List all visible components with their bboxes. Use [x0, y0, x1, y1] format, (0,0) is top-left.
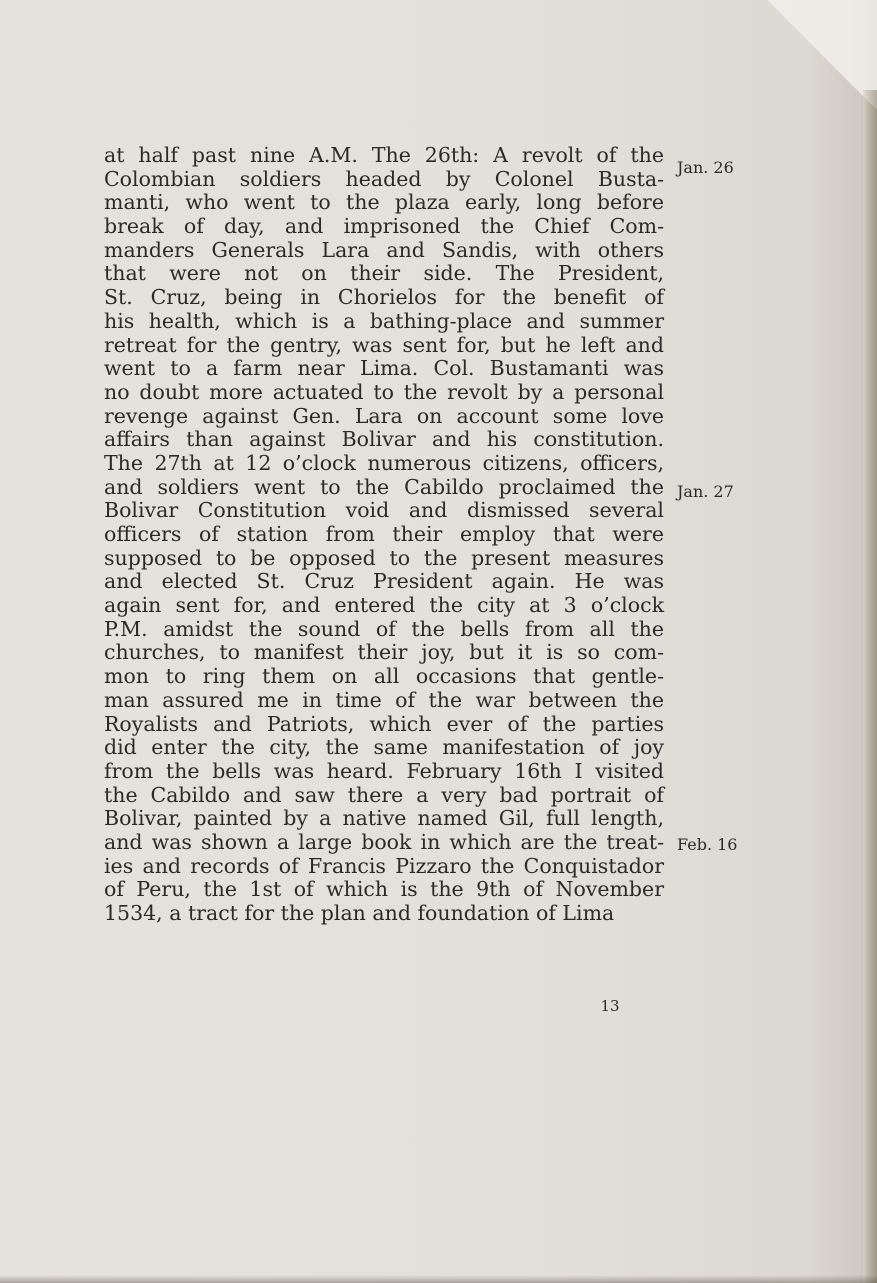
margin-date-note: Jan. 27 — [677, 482, 734, 501]
text-line: and was shown a large book in which are the treat- — [104, 829, 664, 854]
text-line: at half past nine A.M. The 26th: A revolt of the — [104, 143, 664, 167]
text-line: revenge against Gen. Lara on account some love — [104, 403, 664, 428]
text-line: his health, which is a bathing-place and summer — [104, 308, 664, 333]
text-line: affairs than against Bolivar and his constitution. — [104, 427, 664, 452]
text-line: The 27th at 12 o’clock numerous citizens, officers, — [104, 450, 664, 475]
text-line: and soldiers went to the Cabildo proclaimed the — [104, 474, 664, 499]
page-corner-fold — [767, 0, 877, 110]
page-bottom-edge — [0, 1275, 877, 1283]
text-line: officers of station from their employ that were — [104, 522, 664, 546]
text-line: went to a farm near Lima. Col. Bustamanti was — [104, 356, 664, 381]
text-line: that were not on their side. The President, — [104, 261, 664, 286]
text-line: mon to ring them on all occasions that gentle- — [104, 664, 664, 689]
text-line: Colombian soldiers headed by Colonel Busta- — [104, 166, 664, 191]
text-line: P.M. amidst the sound of the bells from all the — [104, 616, 664, 641]
text-line: ies and records of Francis Pizzaro the Conquistador — [104, 853, 664, 878]
text-line: did enter the city, the same manifestation of joy — [104, 735, 664, 760]
body-text — [104, 144, 664, 926]
text-line: 1534, a tract for the plan and foundation of Lima — [104, 901, 615, 925]
text-line: Royalists and Patriots, which ever of the parties — [104, 711, 664, 736]
text-line: Bolivar Constitution void and dismissed several — [104, 498, 664, 523]
margin-date-note: Jan. 26 — [677, 158, 734, 177]
text-line: Bolivar, painted by a native named Gil, full length, — [104, 806, 664, 831]
text-line: and elected St. Cruz President again. He was — [104, 569, 664, 594]
text-line: retreat for the gentry, was sent for, but he left and — [104, 332, 664, 357]
text-line: the Cabildo and saw there a very bad portrait of — [104, 782, 664, 807]
text-line: break of day, and imprisoned the Chief Com- — [104, 214, 664, 239]
text-line: manti, who went to the plaza early, long before — [104, 190, 664, 215]
text-line: of Peru, the 1st of which is the 9th of November — [104, 877, 664, 902]
text-line: manders Generals Lara and Sandis, with others — [104, 237, 664, 262]
page-right-edge — [863, 90, 877, 1283]
margin-date-note: Feb. 16 — [677, 835, 738, 854]
page-number: 13 — [600, 997, 620, 1015]
text-line: supposed to be opposed to the present measures — [104, 545, 664, 570]
text-line: man assured me in time of the war between the — [104, 687, 664, 712]
text-line: from the bells was heard. February 16th I visited — [104, 758, 664, 783]
text-line: St. Cruz, being in Chorielos for the benefit of — [104, 285, 664, 310]
text-line: again sent for, and entered the city at 3 o’clock — [104, 593, 664, 618]
text-line: churches, to manifest their joy, but it is so com- — [104, 640, 664, 665]
text-line: no doubt more actuated to the revolt by a personal — [104, 379, 664, 404]
